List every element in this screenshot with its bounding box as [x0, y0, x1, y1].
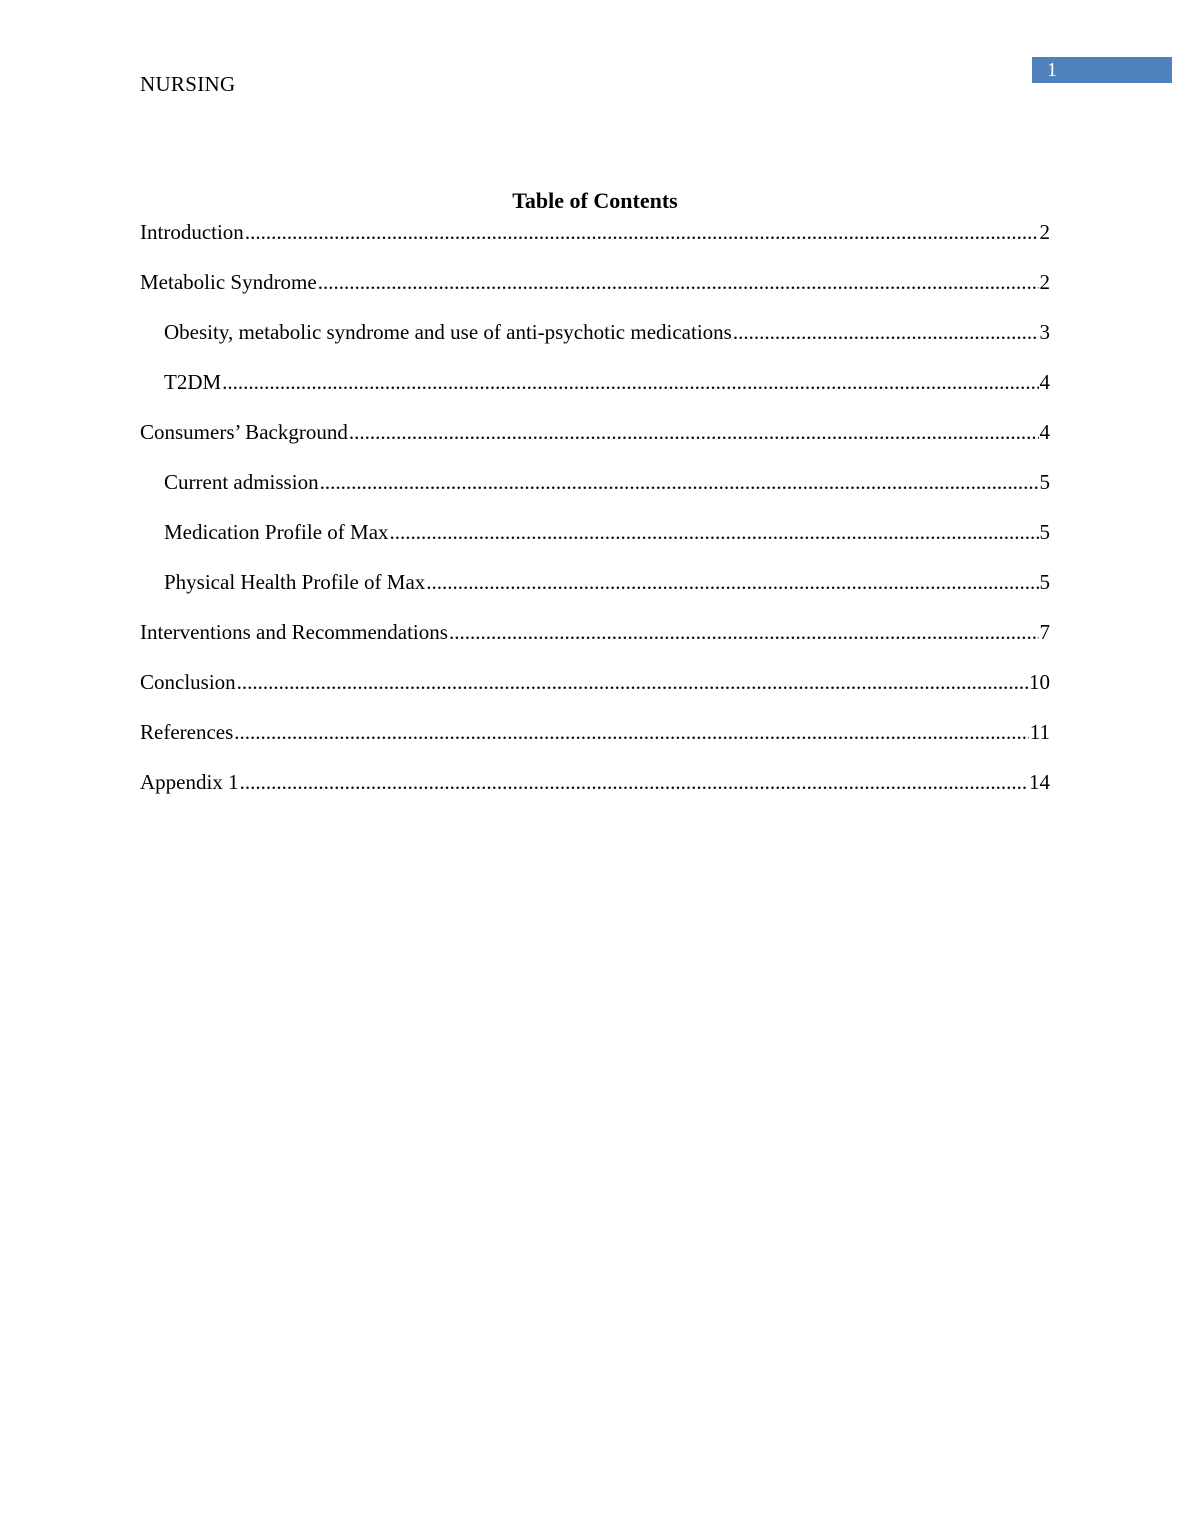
- toc-entry-label: Physical Health Profile of Max: [164, 570, 426, 594]
- toc-entry-consumers-background[interactable]: [140, 419, 1050, 469]
- toc-entry-t2dm[interactable]: [140, 369, 1050, 419]
- toc-dot-leader: [237, 669, 1028, 695]
- toc-dot-leader: [234, 719, 1028, 745]
- toc-entry-references[interactable]: [140, 719, 1050, 769]
- toc-entry-conclusion[interactable]: [140, 669, 1050, 719]
- toc-entry-metabolic-syndrome[interactable]: [140, 269, 1050, 319]
- toc-entry-label: Current admission: [164, 470, 319, 494]
- toc-dot-leader: [426, 569, 1038, 595]
- toc-entry-label: Conclusion: [140, 670, 236, 694]
- toc-list: [140, 219, 1050, 819]
- toc-entry-current-admission[interactable]: [140, 469, 1050, 519]
- toc-entry-label: Appendix 1: [140, 770, 239, 794]
- toc-entry-page: 5: [1039, 570, 1050, 594]
- toc-dot-leader: [320, 469, 1039, 495]
- toc-entry-introduction[interactable]: [140, 219, 1050, 269]
- toc-dot-leader: [733, 319, 1039, 345]
- toc-entry-page: 11: [1029, 720, 1050, 744]
- toc-entry-page: 2: [1039, 220, 1050, 244]
- toc-dot-leader: [449, 619, 1039, 645]
- toc-title: Table of Contents: [512, 188, 678, 213]
- toc-dot-leader: [349, 419, 1039, 445]
- toc-entry-page: 10: [1029, 670, 1050, 694]
- toc-entry-page: 14: [1029, 770, 1050, 794]
- page-number-badge: 1: [1032, 57, 1172, 83]
- toc-entry-label: References: [140, 720, 234, 744]
- toc-entry-page: 5: [1039, 470, 1050, 494]
- toc-entry-medication-profile[interactable]: [140, 519, 1050, 569]
- toc-entry-obesity-antipsychotics[interactable]: [140, 319, 1050, 369]
- toc-entry-label: Introduction: [140, 220, 244, 244]
- toc-entry-interventions[interactable]: [140, 619, 1050, 669]
- toc-entry-label: Medication Profile of Max: [164, 520, 389, 544]
- running-head: NURSING: [140, 72, 236, 96]
- toc-entry-page: 4: [1039, 420, 1050, 444]
- toc-dot-leader: [240, 769, 1028, 795]
- toc-dot-leader: [318, 269, 1039, 295]
- toc-dot-leader: [222, 369, 1038, 395]
- toc-dot-leader: [245, 219, 1039, 245]
- toc-entry-page: 2: [1039, 270, 1050, 294]
- toc-entry-label: Consumers’ Background: [140, 420, 348, 444]
- toc-entry-page: 5: [1039, 520, 1050, 544]
- toc-entry-label: Interventions and Recommendations: [140, 620, 448, 644]
- toc-entry-label: Metabolic Syndrome: [140, 270, 317, 294]
- toc-dot-leader: [390, 519, 1039, 545]
- toc-entry-label: T2DM: [164, 370, 222, 394]
- toc-entry-label: Obesity, metabolic syndrome and use of anti-psychotic medications: [164, 320, 732, 344]
- toc-entry-page: 4: [1039, 370, 1050, 394]
- toc-entry-page: 7: [1039, 620, 1050, 644]
- toc-entry-page: 3: [1039, 320, 1050, 344]
- toc-entry-appendix-1[interactable]: [140, 769, 1050, 819]
- toc-entry-physical-health-profile[interactable]: [140, 569, 1050, 619]
